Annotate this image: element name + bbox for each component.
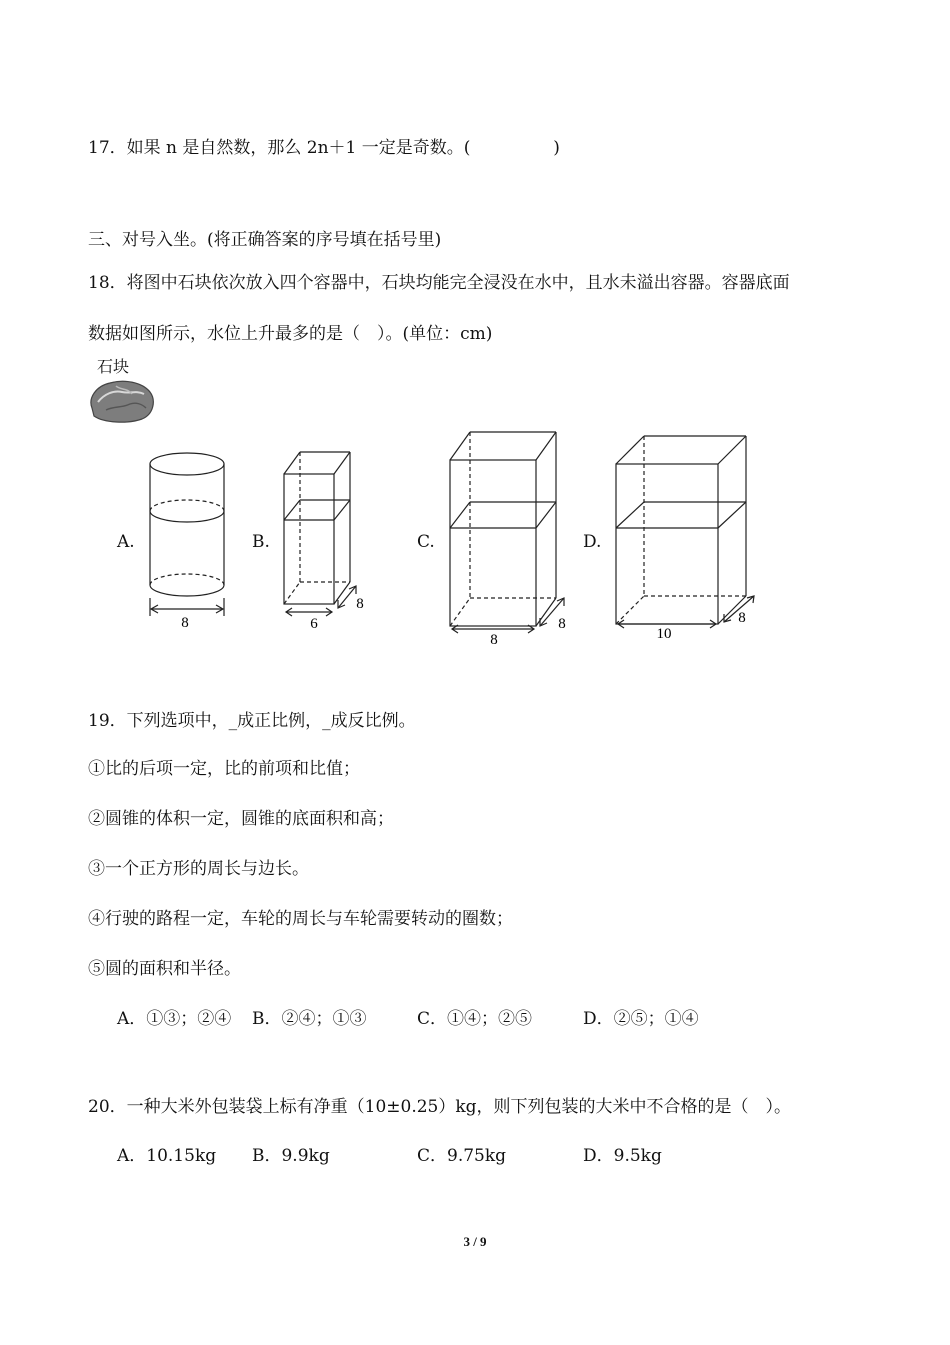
question-20-option-c: C．9.75kg bbox=[417, 1146, 507, 1166]
question-17-close: ) bbox=[553, 138, 560, 158]
section-3-title: 三、对号入坐。(将正确答案的序号填在括号里) bbox=[88, 230, 442, 250]
figure-b-label: B. bbox=[252, 532, 270, 552]
question-19-item-4: ④行驶的路程一定，车轮的周长与车轮需要转动的圈数； bbox=[88, 909, 513, 929]
question-19-stem: 19．下列选项中，_成正比例，_成反比例。 bbox=[88, 711, 416, 731]
question-19-option-d: D．②⑤；①④ bbox=[583, 1009, 699, 1029]
figure-b-dim-length: 6 bbox=[310, 616, 318, 632]
figure-a-dim-diameter: 8 bbox=[181, 615, 189, 631]
stone-label: 石块 bbox=[97, 357, 130, 376]
page-number: 3 / 9 bbox=[463, 1234, 487, 1249]
question-19-item-5: ⑤圆的面积和半径。 bbox=[88, 959, 241, 979]
question-19-item-1: ①比的后项一定，比的前项和比值； bbox=[88, 759, 360, 779]
question-20-option-d: D．9.5kg bbox=[583, 1146, 662, 1166]
figure-d-label: D. bbox=[583, 532, 602, 552]
figure-b-cuboid bbox=[276, 446, 376, 636]
question-18-line-1: 18．将图中石块依次放入四个容器中，石块均能完全浸没在水中，且水未溢出容器。容器底面 bbox=[88, 273, 790, 293]
figure-c-dim-length: 8 bbox=[490, 632, 498, 648]
figure-d-dim-width: 8 bbox=[738, 610, 746, 626]
figure-a-label: A. bbox=[117, 532, 135, 552]
question-19-option-c: C．①④；②⑤ bbox=[417, 1009, 533, 1029]
figure-c-label: C. bbox=[417, 532, 435, 552]
question-20-option-a: A．10.15kg bbox=[117, 1146, 217, 1166]
question-19-item-3: ③一个正方形的周长与边长。 bbox=[88, 859, 309, 879]
question-18-line-2: 数据如图所示，水位上升最多的是（ ）。(单位：cm) bbox=[88, 324, 493, 344]
stone-image bbox=[86, 378, 156, 424]
question-19-item-2: ②圆锥的体积一定，圆锥的底面积和高； bbox=[88, 809, 394, 829]
question-17-text: 17．如果 n 是自然数，那么 2n＋1 一定是奇数。( bbox=[88, 138, 471, 158]
figure-a-cylinder bbox=[140, 448, 240, 638]
question-19-option-a: A．①③；②④ bbox=[117, 1009, 232, 1029]
figure-b-dim-width: 8 bbox=[356, 596, 364, 612]
question-17 bbox=[88, 133, 560, 158]
figure-c-dim-width: 8 bbox=[558, 616, 566, 632]
figure-d-dim-length: 10 bbox=[656, 626, 672, 642]
figure-d-cuboid bbox=[608, 432, 768, 642]
question-19-option-b: B．②④；①③ bbox=[252, 1009, 367, 1029]
question-20-stem: 20．一种大米外包装袋上标有净重（10±0.25）kg，则下列包装的大米中不合格的是（ ）。 bbox=[88, 1097, 792, 1117]
figure-c-cuboid bbox=[440, 428, 580, 648]
question-20-option-b: B．9.9kg bbox=[252, 1146, 330, 1166]
